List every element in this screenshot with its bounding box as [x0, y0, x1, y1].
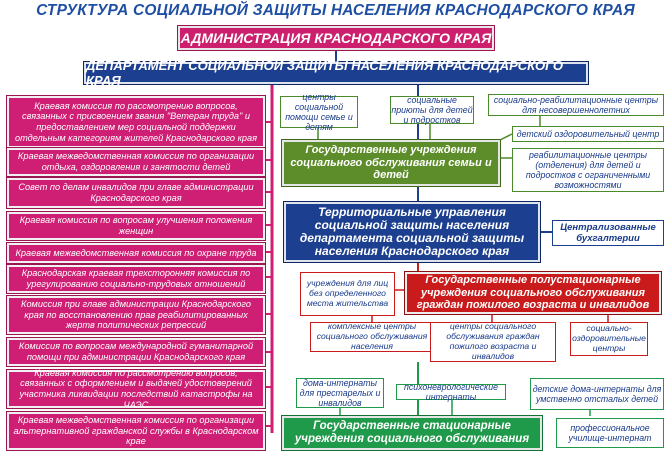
commission-chernobyl: Краевая комиссия по рассмотрению вопросов, связанных с оформлением и выдачей удостоверений участника ликвидации последствий катастрофы на ЧАЭС [7, 370, 265, 408]
department-box: ДЕПАРТАМЕНТ СОЦИАЛЬНОЙ ЗАЩИТЫ НАСЕЛЕНИЯ КРАСНОДАРСКОГО КРАЯ [84, 62, 588, 84]
semistationary-item-complex-centers: комплексные центры социального обслуживания населения [310, 322, 434, 352]
page-title: СТРУКТУРА СОЦИАЛЬНОЙ ЗАЩИТЫ НАСЕЛЕНИЯ КРАСНОДАРСКОГО КРАЯ [36, 2, 635, 19]
family-item-help-centers: центры социальной помощи семье и детям [280, 96, 358, 128]
administration-box: АДМИНИСТРАЦИЯ КРАСНОДАРСКОГО КРАЯ [178, 26, 494, 50]
territorial-administrations-box: Территориальные управления социальной защиты населения департамента социальной защиты населения Краснодарского края [284, 202, 540, 262]
semistationary-item-health-centers: социально-оздоровительные центры [570, 322, 648, 356]
family-item-rehab-minors: социально-реабилитационные центры для несовершеннолетних [488, 94, 664, 116]
commission-children-recreation: Краевая межведомственная комиссия по организации отдыха, оздоровления и занятости детей [7, 148, 265, 176]
family-item-health-center: детский оздоровительный центр [512, 126, 664, 142]
commission-rehabilitated-victims: Комиссия при главе администрации Краснодарского края по восстановлению прав реабилитированных жертв политических репрессий [7, 296, 265, 334]
semistationary-institutions-box: Государственные полустационарные учреждения социального обслуживания граждан пожилого возраста и инвалидов [405, 272, 661, 314]
family-item-rehab-disabled: реабилитационные центры (отделения) для детей и подростков с ограниченными возможностями [512, 148, 664, 192]
commission-humanitarian-aid: Комиссия по вопросам международной гуманитарной помощи при администрации Краснодарского края [7, 338, 265, 366]
stationary-institutions-box: Государственные стационарные учреждения социального обслуживания [282, 416, 542, 450]
commission-alternative-service: Краевая межведомственная комиссия по организации альтернативной гражданской службы в Краснодарском крае [7, 412, 265, 450]
stationary-item-elderly-homes: дома-интернаты для престарелых и инвалидов [296, 378, 384, 408]
semistationary-item-homeless: учреждения для лиц без определенного места жительства [300, 272, 395, 316]
council-disabled: Совет по делам инвалидов при главе администрации Краснодарского края [7, 178, 265, 208]
commission-women: Краевая комиссия по вопросам улучшения положения женщин [7, 212, 265, 240]
commission-tripartite: Краснодарская краевая трехсторонняя комиссия по урегулированию социально-трудовых отношений [7, 265, 265, 293]
commission-veteran-of-labor: Краевая комиссия по рассмотрению вопросов, связанных с присвоением звания "Ветеран труда" и предоставлением мер социальной поддержки отдельным категориям жителей Краснодарского края [7, 96, 265, 148]
commission-labor-protection: Краевая межведомственная комиссия по охране труда [7, 243, 265, 263]
stationary-item-children-homes: детские дома-интернаты для умственно отсталых детей [530, 378, 664, 410]
family-institutions-box: Государственные учреждения социального обслуживания семьи и детей [282, 140, 500, 186]
family-item-shelters: социальные приюты для детей и подростков [391, 95, 473, 125]
semistationary-item-elderly-centers: центры социального обслуживания граждан пожилого возраста и инвалидов [430, 322, 556, 362]
centralized-accounting-box: Централизованные бухгалтерии [552, 220, 664, 246]
stationary-item-psychoneurological: психоневрологические интернаты [396, 384, 506, 400]
stationary-item-vocational-school: профессиональное училище-интернат [556, 418, 664, 448]
